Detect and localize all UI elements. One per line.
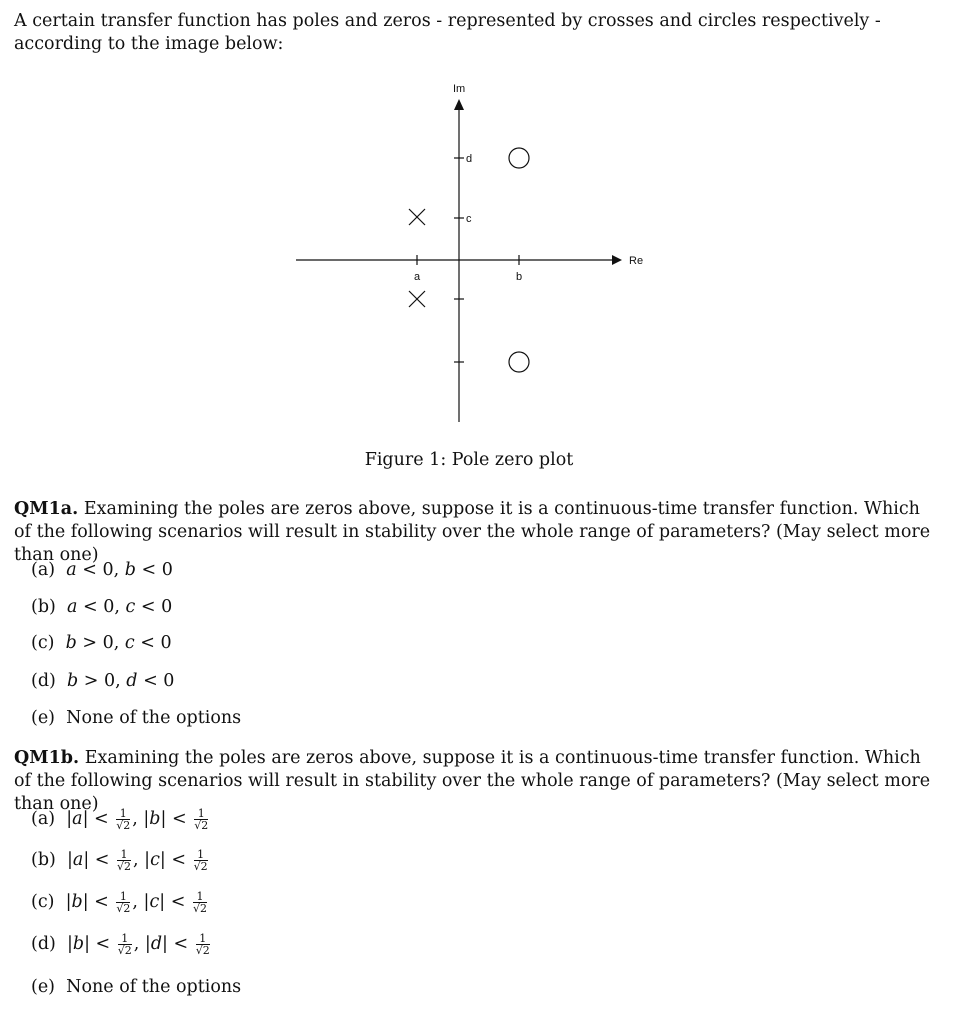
zero-upper <box>509 148 529 168</box>
label-re: Re <box>629 255 644 267</box>
qm1a-option-c[interactable]: (c) b > 0, c < 0 <box>31 633 172 653</box>
label-b: b <box>516 271 523 283</box>
pole-zero-plot <box>0 0 955 440</box>
imag-axis-arrow <box>454 99 464 110</box>
qm1b-option-d[interactable]: (d) |b| < $\frac{1}{√2}$ , |d| < $\frac{1}{√2}$ <box>31 932 210 957</box>
label-c: c <box>466 213 472 225</box>
qm1a-option-b[interactable]: (b) a < 0, c < 0 <box>31 597 173 617</box>
label-d: d <box>466 153 473 165</box>
question-qm1b: QM1b. Examining the poles are zeros above, suppose it is a continuous-time transfer function. Which of the following scenarios will result in stability over the whole range of parameters? (May select more than one) <box>14 748 931 814</box>
fraction: $\frac{1}{√2}$ <box>194 807 209 832</box>
qm1b-option-a[interactable]: (a) |a| < $\frac{1}{√2}$ , |b| < $\frac{1}{√2}$ <box>31 807 209 832</box>
label-im: Im <box>453 83 466 95</box>
real-axis-arrow <box>612 255 622 265</box>
label-a: a <box>414 271 421 283</box>
fraction: $\frac{1}{√2}$ <box>193 848 208 873</box>
qm1a-option-a[interactable]: (a) a < 0, b < 0 <box>31 560 173 580</box>
question-qm1a: QM1a. Examining the poles are zeros above, suppose it is a continuous-time transfer function. Which of the following scenarios will result in stability over the whole range of parameters? (May select more than one) <box>14 499 931 565</box>
fraction: $\frac{1}{√2}$ <box>116 807 131 832</box>
qm1b-option-b[interactable]: (b) |a| < $\frac{1}{√2}$ , |c| < $\frac{1}{√2}$ <box>31 848 208 873</box>
figure-caption: Figure 1: Pole zero plot <box>364 450 574 470</box>
qm1b-option-e[interactable]: (e) None of the options <box>31 977 242 997</box>
qm1a-option-e[interactable]: (e) None of the options <box>31 708 242 728</box>
fraction: $\frac{1}{√2}$ <box>117 848 132 873</box>
fraction: $\frac{1}{√2}$ <box>117 932 132 957</box>
fraction: $\frac{1}{√2}$ <box>192 890 207 915</box>
intro-text: A certain transfer function has poles and zeros - represented by crosses and circles respectively - according to the image below: <box>14 11 881 54</box>
qm1a-option-d[interactable]: (d) b > 0, d < 0 <box>31 671 175 691</box>
pole-upper <box>409 209 425 225</box>
fraction: $\frac{1}{√2}$ <box>195 932 210 957</box>
fraction: $\frac{1}{√2}$ <box>116 890 131 915</box>
pole-lower <box>409 291 425 307</box>
zero-lower <box>509 352 529 372</box>
qm1b-option-c[interactable]: (c) |b| < $\frac{1}{√2}$ , |c| < $\frac{1}{√2}$ <box>31 890 207 915</box>
